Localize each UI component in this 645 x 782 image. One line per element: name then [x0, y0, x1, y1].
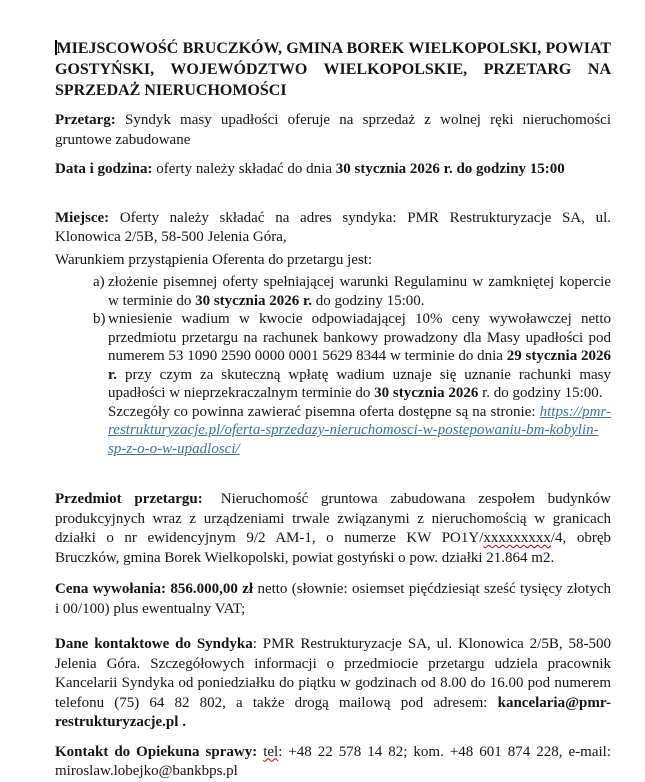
przedmiot-run2: /4, obręb Bruczków, gmina Borek Wielkopolski, powiat gostyński o pow. działki 21.864 m2. [55, 530, 611, 566]
list-item-b-text [108, 310, 611, 458]
przedmiot-run1: Nieruchomość gruntowa zabudowana zespołem budynków produkcyjnych wraz z urządzeniami trwale związanymi z nieruchomością w granicach działki o nr ewidencyjnym 9/2 AM-1, o numerze KW PO1Y/ [55, 491, 611, 546]
list-item-b [93, 310, 611, 458]
dane-syndyk-label: Dane kontaktowe do Syndyka [55, 636, 253, 652]
conditions-list [93, 273, 611, 458]
item-b-final-deadline: 30 stycznia 2026 [374, 385, 479, 401]
przedmiot-label: Przedmiot przetargu: [55, 491, 203, 507]
list-item-a-marker: a) [93, 274, 105, 290]
kontakt-run1: : +48 22 578 14 82; kom. +48 601 874 228, e-mail: miroslaw.lobejko@bankbps.pl [55, 743, 611, 779]
kontakt-misspelled-tel: tel [263, 743, 279, 760]
item-b-details-text: Szczegóły co powinna zawierać pisemna oferta dostępne są na stronie: [108, 403, 540, 420]
item-a-deadline: 30 stycznia 2026 r. [195, 292, 313, 309]
data-godzina-text: oferty należy składać do dnia [152, 161, 336, 177]
paragraph-przedmiot [55, 490, 611, 568]
data-godzina-deadline: 30 stycznia 2026 r. do godziny 15:00 [335, 161, 565, 177]
list-item-b-marker: b) [93, 311, 106, 327]
document-title [55, 38, 611, 101]
miejsce-text: Oferty należy składać na adres syndyka: PMR Restrukturyzacje SA, ul. Klonowica 2/5B, 58-500 Jelenia Góra, [55, 209, 611, 245]
document-title-text: MIEJSCOWOŚĆ BRUCZKÓW, GMINA BOREK WIELKOPOLSKI, POWIAT GOSTYŃSKI, WOJEWÓDZTWO WIELKOPOLSKIE, PRZETARG NA SPRZEDAŻ NIERUCHOMOŚCI [55, 40, 611, 99]
miejsce-label: Miejsce: [55, 209, 110, 226]
data-godzina-label: Data i godzina: [55, 161, 153, 177]
cena-label: Cena wywołania: [55, 581, 167, 597]
item-b-wadium-deadline: 29 stycznia 2026 r. [108, 348, 611, 383]
paragraph-przetarg [55, 111, 611, 150]
item-a-run1: złożenie pisemnej oferty spełniającej warunki Regulaminu w zamkniętej kopercie w terminie do [108, 274, 611, 309]
przedmiot-misspelled-kw-number: xxxxxxxxx [483, 530, 551, 546]
list-item-a-text [108, 273, 611, 310]
kontakt-opiekun-label: Kontakt do Opiekuna sprawy: [55, 743, 264, 760]
item-a-run2: do godziny 15:00. [312, 292, 425, 309]
item-b-run1: wniesienie wadium w kwocie odpowiadającej 10% ceny wywoławczej netto przedmiotu przetargu na rachunek bankowy prowadzony dla Masy upadłości pod numerem 53 1090 2590 0000 0001 5629 8344 w terminie do dnia [108, 311, 611, 364]
cena-amount: 856.000,00 zł [166, 581, 254, 597]
paragraph-data-godzina [55, 160, 611, 180]
item-b-run2: przy czym za skuteczną wpłatę wadium uznaje się uznanie rachunki masy upadłości w nieprzekraczalnym terminie do [108, 366, 611, 401]
cena-run1: netto (słownie: osiemset pięćdziesiąt sześć tysięcy złotych i 00/100) plus ewentualny VAT; [55, 581, 611, 617]
paragraph-dane-syndyk [55, 635, 611, 733]
syndyk-email: kancelaria@pmr-restrukturyzacje.pl . [55, 694, 611, 730]
przetarg-text: Syndyk masy upadłości oferuje na sprzedaż z wolnej ręki nieruchomości gruntowe zabudowane [55, 112, 611, 148]
list-item-a [93, 273, 611, 310]
paragraph-kontakt-opiekun [55, 743, 611, 782]
paragraph-cena [55, 580, 611, 619]
item-b-run3: r. do godziny 15:00. [478, 385, 603, 401]
offer-details-link[interactable]: https://pmr-restrukturyzacje.pl/oferta-sprzedazy-nieruchomosci-w-postepowaniu-bm-kobylin-sp-z-o-o-w-upadlosci/ [108, 403, 611, 457]
dane-syndyk-run1: : PMR Restrukturyzacje SA, ul. Klonowica 2/5B, 58-500 Jelenia Góra. Szczegółowych informacji o przedmiocie przetargu udziela pracownik Kancelarii Syndyka od poniedziałku do piątku w godzinach od 8.00 do 16.00 pod numerem telefonu (75) 64 82 802, a także drogą mailową pod adresem: [55, 636, 611, 711]
przetarg-label: Przetarg: [55, 112, 116, 128]
paragraph-miejsce [55, 209, 611, 248]
paragraph-warunki-intro: Warunkiem przystąpienia Oferenta do przetargu jest: [55, 251, 373, 268]
